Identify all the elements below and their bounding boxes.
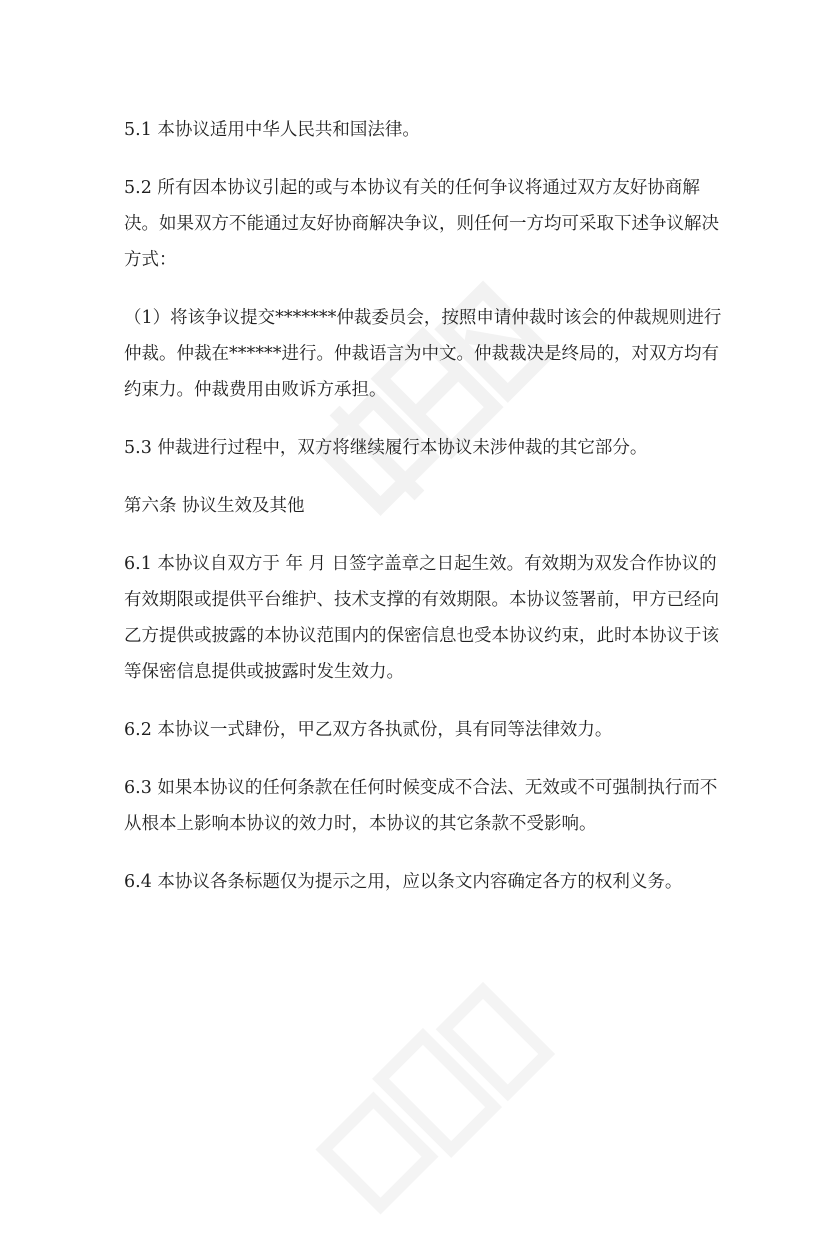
clause-6-4 [124,864,706,900]
text-line: 6.4 本协议各条标题仅为提示之用，应以条文内容确定各方的权利义务。 [124,872,683,892]
clause-5-2-item-1 [124,300,722,408]
text-line: （1）将该争议提交*******仲裁委员会，按照申请仲裁时该会的仲裁规则进行 [124,308,722,328]
text-line: 等保密信息提供或披露时发生效力。 [124,662,404,682]
text-line: 5.2 所有因本协议引起的或与本协议有关的任何争议将通过双方友好协商解 [124,178,700,198]
section-heading: 第六条 协议生效及其他 [124,496,305,516]
clause-6-2 [124,712,706,748]
text-line: 乙方提供或披露的本协议范围内的保密信息也受本协议约束，此时本协议于该 [124,626,719,646]
clause-5-3 [124,430,706,466]
text-line: 6.1 本协议自双方于 年 月 日签字盖章之日起生效。有效期为双发合作协议的 [124,554,717,574]
text-line: 5.3 仲裁进行过程中，双方将继续履行本协议未涉仲裁的其它部分。 [124,438,648,458]
text-line: 有效期限或提供平台维护、技术支撑的有效期限。本协议签署前，甲方已经向 [124,590,719,610]
text-line: 从根本上影响本协议的效力时，本协议的其它条款不受影响。 [124,814,597,834]
document-body [124,112,722,900]
text-line: 约束力。仲裁费用由败诉方承担。 [124,380,387,400]
clause-6-1 [124,546,719,690]
text-line: 5.1 本协议适用中华人民共和国法律。 [124,120,420,140]
text-line: 方式： [124,250,177,270]
text-line: 决。如果双方不能通过友好协商解决争议，则任何一方均可采取下述争议解决 [124,214,719,234]
text-line: 6.2 本协议一式肆份，甲乙双方各执贰份，具有同等法律效力。 [124,720,613,740]
text-line: 6.3 如果本协议的任何条款在任何时候变成不合法、无效或不可强制执行而不 [124,778,718,798]
clause-6-3 [124,770,718,842]
text-line: 仲裁。仲裁在******进行。仲裁语言为中文。仲裁裁决是终局的，对双方均有 [124,344,719,364]
clause-5-1 [124,112,706,148]
article-6-heading [124,488,706,524]
watermark-logo-bottom [282,952,579,1249]
clause-5-2 [124,170,719,278]
